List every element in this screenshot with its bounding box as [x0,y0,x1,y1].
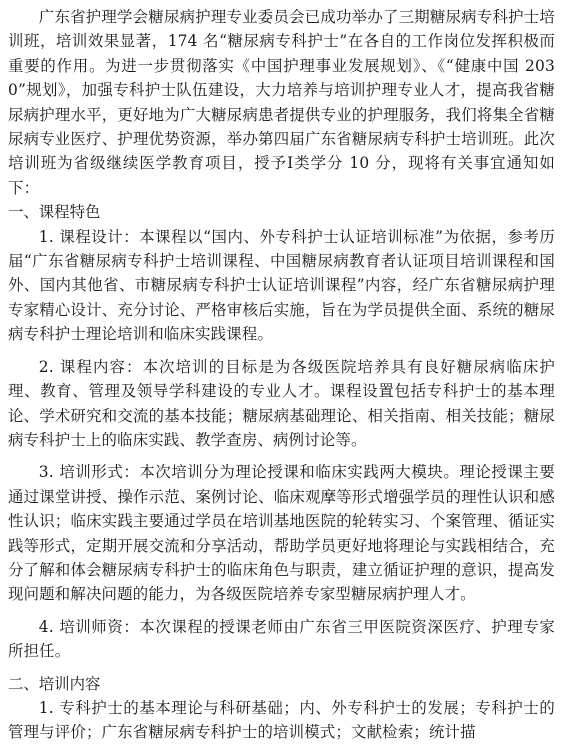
section-1-item-3: 3. 培训形式：本次培训分为理论授课和临床实践两大模块。理论授课主要通过课堂讲授、操作示范、案例讨论、临床观摩等形式增强学员的理性认识和感性认识；临床实践主要通过学员在培训基地医院的轮转实习、个案管理、循证实践等形式，定期开展交流和分享活动，帮助学员更好地将理论与实践相结合，充分了解和体会糖尿病专科护士的临床角色与职责，建立循证护理的意识，提高发现问题和解决问题的能力，为各级医院培养专家型糖尿病护理人才。 [8,463,555,604]
section-1-item-1: 1. 课程设计：本课程以“国内、外专科护士认证培训标准”为依据，参考历届“广东省糖尿病专科护士培训课程、中国糖尿病教育者认证项目培训课程和国外、国内其他省、市糖尿病专科护士认证培训课程”内容，经广东省糖尿病护理专家精心设计、充分讨论、严格审核后实施，旨在为学员提供全面、系统的糖尿病专科护士理论培训和临床实践课程。 [8,227,555,344]
intro-paragraph: 广东省护理学会糖尿病护理专业委员会已成功举办了三期糖尿病专科护士培训班，培训效果显著，174 名“糖尿病专科护士”在各自的工作岗位发挥积极而重要的作用。为进一步贯彻落实《中国护理事业发展规划》、《“健康中国 2030”规划》，加强专科护士队伍建设，大力培养与培训护理专业人才，提高我省糖尿病护理水平，更好地为广大糖尿病患者提供专业的护理服务，我们将集全省糖尿病专业医疗、护理优势资源，举办第四届广东省糖尿病专科护士培训班。此次培训班为省级继续医学教育项目，授予Ⅰ类学分 10 分，现将有关事宜通知如下： [8,8,555,197]
section-2-heading: 二、培训内容 [8,674,101,693]
section-1-item-4: 4. 培训师资：本次课程的授课老师由广东省三甲医院资深医疗、护理专家所担任。 [8,617,555,661]
section-2-item-1: 1. 专科护士的基本理论与科研基础；内、外专科护士的发展；专科护士的管理与评价；广东省糖尿病专科护士的培训模式；文献检索；统计描 [8,698,555,742]
section-1-heading: 一、课程特色 [8,203,101,222]
section-1-item-2: 2. 课程内容：本次培训的目标是为各级医院培养具有良好糖尿病临床护理、教育、管理及领导学科建设的专业人才。课程设置包括专科护士的基本理论、学术研究和交流的基本技能；糖尿病基础理论、相关指南、相关技能；糖尿病专科护士上的临床实践、教学查房、病例讨论等。 [8,357,555,449]
